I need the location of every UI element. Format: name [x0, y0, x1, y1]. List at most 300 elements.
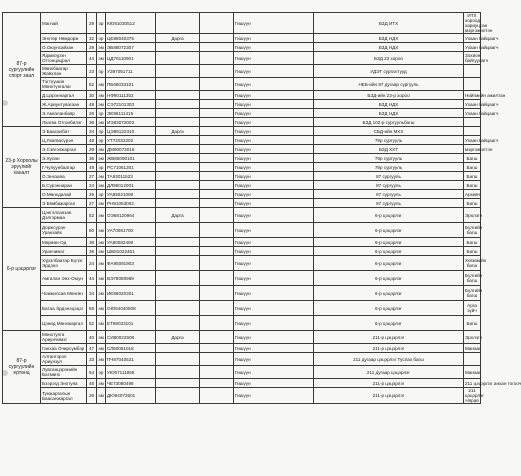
member-position: [156, 316, 200, 331]
member-workplace: [200, 271, 234, 286]
member-status: Гишүүн: [234, 145, 314, 154]
table-row: [3, 13, 481, 34]
member-status: Гишүүн: [234, 199, 314, 208]
member-workplace: [200, 344, 234, 353]
member-role: Багш: [464, 199, 481, 208]
member-register-number: ЧЕ73080498: [106, 379, 156, 388]
member-workplace: [200, 388, 234, 404]
member-age: 25: [87, 190, 97, 199]
member-workplace: [200, 190, 234, 199]
member-gender: эм: [98, 146, 104, 152]
member-age: 50: [87, 223, 97, 238]
member-organization: БЗД 23 хороо: [314, 52, 464, 65]
member-role: [464, 127, 481, 136]
member-gender: эм: [97, 331, 106, 344]
member-role: Арга зүйч: [464, 301, 481, 316]
member-gender: эм: [97, 256, 106, 271]
member-name: Батаа Эрдэнэцэцэг: [41, 301, 87, 316]
member-status: Гишүүн: [234, 256, 314, 271]
member-organization: 6-р цэцэрлэг: [314, 301, 464, 316]
member-age: 35: [87, 247, 97, 256]
member-name: Мөнхбаатар Жавхлан: [41, 65, 87, 78]
table-row: [3, 78, 481, 91]
member-role: 211 цэцэрлэг Нярав: [465, 388, 485, 403]
member-workplace: [200, 256, 234, 271]
member-register-number: ЦЭ86122310: [106, 127, 156, 136]
member-position: [156, 52, 200, 65]
member-status: Гишүүн: [234, 388, 314, 404]
member-organization: БЗД НДХ: [314, 34, 464, 43]
member-position: [156, 199, 200, 208]
member-name: Амгалан Энх-Оюун: [41, 271, 87, 286]
table-row: [3, 43, 481, 52]
member-gender: эр: [97, 190, 106, 199]
member-position: [156, 271, 200, 286]
member-status: Гишүүн: [234, 78, 314, 91]
member-status: Гишүүн: [234, 190, 314, 199]
member-workplace: [200, 379, 234, 388]
member-gender: эр: [97, 13, 106, 34]
member-gender: эм: [98, 119, 104, 125]
table-row: [3, 286, 481, 301]
member-gender: эм: [98, 101, 104, 107]
member-gender: эм: [97, 388, 106, 404]
member-gender: эм: [97, 286, 106, 301]
member-workplace: [200, 163, 234, 172]
member-age: 29: [87, 43, 97, 52]
member-position: [156, 366, 200, 379]
member-name: Энхтөр Нямдорж: [41, 34, 87, 43]
member-organization: БЗД НДХ: [314, 109, 464, 118]
member-gender: эм: [97, 301, 106, 316]
member-register-number: КЮ91030512: [106, 13, 156, 34]
member-workplace: [200, 78, 234, 91]
member-role: Зохион байгуулагч: [465, 53, 489, 63]
table-row: [3, 163, 481, 172]
member-age: 52: [87, 78, 97, 91]
table-row: [3, 127, 481, 136]
member-age: 26: [87, 109, 97, 118]
member-role: Ухаан байцаагч: [465, 101, 499, 107]
member-register-number: УА90082408: [106, 238, 156, 247]
member-position: Дарга: [156, 208, 200, 223]
table-row: [3, 100, 481, 109]
member-age: 48: [87, 136, 97, 145]
member-age: 29: [87, 13, 97, 34]
member-gender: эм: [98, 44, 104, 50]
member-register-number: РС71061201: [106, 163, 156, 172]
member-register-number: ТА93011523: [106, 172, 156, 181]
member-role: Нийгмийн ажилтан: [465, 92, 506, 98]
member-gender: эм: [98, 200, 104, 206]
member-age: 38: [87, 118, 97, 127]
member-status: Гишүүн: [234, 109, 314, 118]
member-position: [156, 353, 200, 366]
section-label: 87-р сургуулийн спорт заал: [3, 13, 41, 127]
member-register-number: ДМ90073016: [106, 145, 156, 154]
member-organization: 211-р цэцэрлэг: [314, 331, 464, 344]
member-register-number: СЛ80051018: [106, 344, 156, 353]
member-name: Лхагва Отгонбилэг: [41, 118, 87, 127]
member-role: Бүлгийн багш: [464, 286, 481, 301]
table-row: [3, 118, 481, 127]
member-status: Гишүүн: [234, 127, 314, 136]
member-workplace: [200, 13, 234, 34]
table-row: [3, 154, 481, 163]
member-register-number: ШБ81022461: [106, 247, 156, 256]
member-workplace: [200, 247, 234, 256]
table-row: [3, 238, 481, 247]
member-position: [156, 247, 200, 256]
member-organization: 6-р цэцэрлэг: [314, 238, 464, 247]
table-row: [3, 145, 481, 154]
member-position: [156, 145, 200, 154]
member-age: 48: [87, 379, 97, 388]
member-status: Гишүүн: [234, 223, 314, 238]
member-position: Дарга: [156, 127, 200, 136]
member-role: ИТХ хороод хариуцсан мэргэжилтэн: [465, 13, 493, 33]
member-name: Тунжаргалын Баасанжаргал: [41, 388, 87, 404]
member-status: Гишүүн: [234, 238, 314, 247]
member-workplace: [200, 366, 234, 379]
member-workplace: [200, 34, 234, 43]
member-organization: 87 сургууль: [314, 172, 464, 181]
table-row: [3, 199, 481, 208]
member-name: О.Мөнхдалай: [41, 190, 87, 199]
member-status: Гишүүн: [234, 52, 314, 65]
member-register-number: ЖВ85090101: [106, 154, 156, 163]
member-organization: БЗД НДХ: [314, 100, 464, 109]
member-position: [156, 163, 200, 172]
member-status: Гишүүн: [234, 65, 314, 78]
member-gender: эм: [97, 271, 106, 286]
member-organization: 6-р цэцэрлэг: [314, 271, 464, 286]
member-status: Гишүүн: [234, 247, 314, 256]
member-position: [156, 91, 200, 100]
member-position: [156, 118, 200, 127]
member-register-number: ДЮ94072601: [106, 388, 156, 404]
member-role: Багш: [464, 154, 481, 163]
member-position: [156, 78, 200, 91]
member-name: Ядамсүрэн Отгонцацрал: [41, 52, 87, 65]
member-position: [156, 43, 200, 52]
member-role: Багш: [464, 316, 481, 331]
member-workplace: [200, 100, 234, 109]
member-status: Гишүүн: [234, 163, 314, 172]
member-name: Мөнхтулга Ариунчимэг: [41, 331, 87, 344]
member-workplace: [200, 136, 234, 145]
member-register-number: ИЭ83072003: [106, 118, 156, 127]
member-workplace: [200, 301, 234, 316]
table-row: [3, 52, 481, 65]
member-position: [156, 238, 200, 247]
member-name: Чоижилсав Мөнгөн: [41, 286, 87, 301]
table-row: [3, 271, 481, 286]
member-name: Э.Амгаланбаяр: [41, 109, 87, 118]
member-name: О.Энхзаяа: [41, 172, 87, 181]
member-age: 47: [87, 344, 97, 353]
member-position: [156, 301, 200, 316]
member-register-number: РН91053002: [106, 199, 156, 208]
member-name: Цэнгэлсанзан Дэлгэрмаа: [41, 208, 87, 223]
member-position: [156, 154, 200, 163]
member-name: Э.Хулан: [41, 154, 87, 163]
member-name: Э.Баасанбат: [41, 127, 87, 136]
member-position: [156, 286, 200, 301]
member-workplace: [200, 154, 234, 163]
member-name: Ганхаа Очирсүмбэр: [41, 344, 87, 353]
member-gender: эм: [98, 345, 104, 351]
section-label: 23-р Хороолы эрүүлийг ханалт: [3, 127, 41, 208]
member-workplace: [200, 127, 234, 136]
member-status: Гишүүн: [234, 316, 314, 331]
member-workplace: [200, 91, 234, 100]
member-status: Гишүүн: [234, 13, 314, 34]
table-row: [3, 109, 481, 118]
member-register-number: ВЭ78080969: [106, 271, 156, 286]
table-row: [3, 34, 481, 43]
member-organization: 211-р цэцэрлэг: [314, 379, 464, 388]
member-position: [156, 379, 200, 388]
member-workplace: [200, 43, 234, 52]
member-register-number: ЦД76110901: [106, 52, 156, 65]
member-age: 24: [87, 181, 97, 190]
section-label: 6-р цэцэрлэг: [3, 208, 41, 331]
member-position: [156, 223, 200, 238]
member-organization: 211 дугаар цэцэрлэг: [314, 366, 464, 379]
member-age: 35: [87, 154, 97, 163]
member-role: Ухаан байцаагч: [465, 110, 499, 116]
member-name: О.Оюунсайхан: [41, 43, 87, 52]
member-gender: эр: [97, 34, 106, 43]
member-age: 49: [87, 163, 97, 172]
member-status: Гишүүн: [234, 353, 314, 366]
member-name: Доржсүрэн Уранзайх: [41, 223, 87, 238]
member-age: 23: [87, 65, 97, 78]
member-position: [156, 136, 200, 145]
member-register-number: ЭЕ96111415: [106, 109, 156, 118]
member-workplace: [200, 181, 234, 190]
member-position: [156, 388, 200, 404]
member-age: 56: [87, 301, 97, 316]
table-row: [3, 316, 481, 331]
member-role: Багш: [464, 163, 481, 172]
member-register-number: ПЧ87040521: [106, 353, 156, 366]
member-status: Гишүүн: [234, 43, 314, 52]
member-organization: БЗД-ийн 23-р хороо: [314, 91, 464, 100]
member-gender: эм: [97, 208, 106, 223]
member-role: [464, 118, 481, 127]
member-organization: УДЭТ сургалтууд: [314, 65, 464, 78]
member-organization: 79р сургууль: [314, 136, 464, 145]
member-status: Гишүүн: [234, 34, 314, 43]
member-organization: 6-р цэцэрлэг: [314, 223, 464, 238]
member-age: 30: [87, 91, 97, 100]
table-row: [3, 256, 481, 271]
member-name: Хүрэлбаатар Бүлэг Эрдэнэ: [41, 256, 87, 271]
member-age: 48: [87, 100, 97, 109]
table-row: [3, 136, 481, 145]
table-row: [3, 91, 481, 100]
table-row: [3, 247, 481, 256]
member-register-number: ПБ68033101: [106, 78, 156, 91]
member-name: Ж.Ариунтуяагаан: [41, 100, 87, 109]
member-register-number: УА95021008: [106, 190, 156, 199]
member-organization: 211-р цэцэрлэг: [314, 344, 464, 353]
member-gender: эм: [98, 92, 104, 98]
member-status: Гишүүн: [234, 154, 314, 163]
member-gender: эр: [97, 136, 106, 145]
member-status: Гишүүн: [234, 366, 314, 379]
member-status: Гишүүн: [234, 344, 314, 353]
member-age: 29: [87, 145, 97, 154]
member-workplace: [200, 316, 234, 331]
member-role: [464, 65, 481, 78]
member-status: Гишүүн: [234, 172, 314, 181]
member-register-number: ФА95091903: [106, 256, 156, 271]
member-position: [156, 65, 200, 78]
member-name: Уранчимэг: [41, 247, 87, 256]
member-age: 39: [87, 238, 97, 247]
member-age: 40: [87, 331, 97, 344]
member-name: Лувсанцэрэнийн Батмөнх: [41, 366, 87, 379]
member-workplace: [200, 353, 234, 366]
member-position: [156, 13, 200, 34]
member-organization: 6-р цэцэрлэг: [314, 208, 464, 223]
member-position: [156, 172, 200, 181]
member-gender: эм: [97, 52, 106, 65]
member-gender: эр: [97, 65, 106, 78]
member-register-number: СИ80022908: [106, 331, 156, 344]
member-register-number: ОЮ64040508: [106, 301, 156, 316]
table-row: [3, 223, 481, 238]
member-register-number: УЗ97051711: [106, 65, 156, 78]
member-status: Гишүүн: [234, 301, 314, 316]
member-role: Бүлгийн багш: [464, 271, 481, 286]
member-workplace: [200, 238, 234, 247]
member-organization: 87 сургууль: [314, 190, 464, 199]
table-row: [3, 331, 481, 344]
table-row: [3, 65, 481, 78]
member-status: Гишүүн: [234, 208, 314, 223]
member-status: Гишүүн: [234, 118, 314, 127]
member-workplace: [200, 52, 234, 65]
member-position: [156, 109, 200, 118]
member-name: Цэнид Мөнхжаргал: [41, 316, 87, 331]
member-gender: эр: [97, 366, 106, 379]
member-status: Гишүүн: [234, 91, 314, 100]
member-role: [464, 78, 481, 91]
member-organization: БЗД 102-р сургуульбагш: [314, 118, 464, 127]
member-role: Багш: [464, 181, 481, 190]
member-gender: эм: [98, 248, 104, 254]
member-position: [156, 181, 200, 190]
member-position: [156, 190, 200, 199]
member-organization: 6-р цэцэрлэг: [314, 286, 464, 301]
member-register-number: ЦЕ88040375: [106, 34, 156, 43]
member-position: [156, 344, 200, 353]
member-gender: эм: [97, 223, 106, 238]
member-age: 33: [87, 353, 97, 366]
member-age: 52: [87, 208, 97, 223]
table-row: [3, 379, 481, 388]
member-position: Дарга: [156, 34, 200, 43]
member-role: Эрхлэгч: [464, 208, 481, 223]
member-register-number: ДЛ96012001: [106, 181, 156, 190]
member-register-number: СЭ72101303: [106, 100, 156, 109]
member-role: Ухаан байцаагч: [465, 35, 499, 41]
table-row: [3, 190, 481, 199]
member-register-number: ЭБ88072307: [106, 43, 156, 52]
member-name: Г.Чулуунбаатар: [41, 163, 87, 172]
member-name: Э.Сэвгэлжаргал: [41, 145, 87, 154]
member-workplace: [200, 65, 234, 78]
member-workplace: [200, 109, 234, 118]
member-gender: эм: [98, 239, 104, 245]
member-gender: эр: [97, 163, 106, 172]
member-age: 54: [87, 366, 97, 379]
member-gender: эм: [98, 380, 104, 386]
table-row: [3, 301, 481, 316]
member-position: [156, 100, 200, 109]
member-workplace: [200, 223, 234, 238]
member-gender: эм: [97, 353, 106, 366]
member-gender: эм: [98, 173, 104, 179]
member-age: 44: [87, 271, 97, 286]
member-organization: 211-р цэцэрлэг: [314, 388, 464, 404]
member-register-number: УА70081700: [106, 223, 156, 238]
member-status: Гишүүн: [234, 271, 314, 286]
member-register-number: ОЭ68120964: [106, 208, 156, 223]
member-name: Тэгтүүшин Мөнхтүнгалаг: [41, 78, 87, 91]
member-organization: СБД-ийн МХХ: [314, 127, 464, 136]
member-name: Магнай: [41, 13, 87, 34]
member-register-number: УТ72032202: [106, 136, 156, 145]
table-row: [3, 208, 481, 223]
member-organization: 6-р цэцэрлэг: [314, 247, 464, 256]
member-workplace: [200, 286, 234, 301]
member-role: Эрхлэгч: [464, 331, 481, 344]
member-role: Багш: [464, 238, 481, 247]
member-age: 34: [87, 286, 97, 301]
member-role: Архивч: [465, 191, 481, 197]
member-role: Багш: [464, 172, 481, 181]
member-gender: эр: [97, 109, 106, 118]
table-row: [3, 353, 481, 366]
member-workplace: [200, 172, 234, 181]
member-gender: эм: [97, 316, 106, 331]
member-status: Гишүүн: [234, 136, 314, 145]
member-role: Ухаан байцаагч: [465, 44, 499, 50]
member-role: Бүлгийн багш: [464, 223, 481, 238]
member-gender: эм: [98, 155, 104, 161]
member-gender: эм: [97, 78, 106, 91]
member-status: Гишүүн: [234, 100, 314, 109]
member-workplace: [200, 208, 234, 223]
member-role: Ухаан байцаагч: [465, 137, 499, 143]
member-age: 26: [87, 388, 97, 404]
member-organization: 79р сургууль: [314, 154, 464, 163]
member-name: Бээрэгд Энхтуяа: [41, 379, 87, 388]
member-role: Манааг: [464, 366, 481, 379]
member-organization: БЗД ХХТ: [314, 145, 464, 154]
member-age: 34: [87, 127, 97, 136]
member-role: Манааг: [465, 345, 481, 351]
member-name: Э.Бямбажаргал: [41, 199, 87, 208]
section-label: 87-р сургуулийн ертөнц: [3, 331, 41, 404]
member-organization: НЕБ-ийн 87 дугаар сургууль: [314, 78, 464, 91]
member-register-number: НФ90111302: [106, 91, 156, 100]
